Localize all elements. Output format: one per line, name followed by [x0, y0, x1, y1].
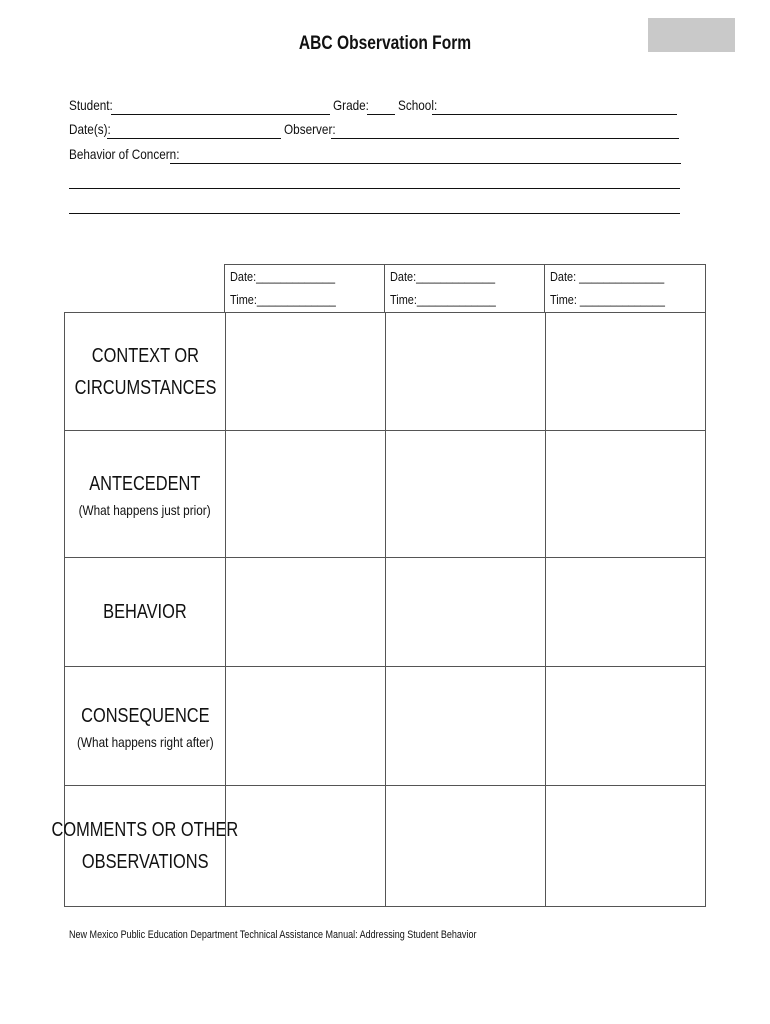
behavior-of-concern-field[interactable] — [170, 163, 681, 164]
behavior-extra-line-1[interactable] — [69, 188, 680, 189]
row-label — [65, 667, 225, 785]
table-row-consequence — [64, 667, 706, 786]
row-title: CONTEXT OR — [91, 344, 199, 367]
school-field[interactable] — [432, 114, 677, 115]
student-field[interactable] — [111, 114, 330, 115]
column-header-1[interactable] — [224, 264, 385, 313]
row-subtitle: (What happens just prior) — [78, 501, 212, 518]
observation-cell[interactable] — [225, 667, 386, 785]
observation-cell[interactable] — [225, 558, 386, 666]
row-label — [51, 786, 239, 906]
row-title: ANTECEDENT — [89, 472, 201, 495]
table-row-behavior — [64, 558, 706, 667]
observation-cell[interactable] — [385, 786, 546, 906]
observation-cell[interactable] — [545, 667, 705, 785]
dates-label: Date(s): — [69, 121, 111, 137]
behavior-of-concern-label: Behavior of Concern: — [69, 146, 180, 162]
behavior-row — [69, 146, 681, 166]
observation-cell[interactable] — [225, 786, 386, 906]
row-title-line2: CIRCUMSTANCES — [74, 376, 216, 399]
behavior-extra-line-2[interactable] — [69, 213, 680, 214]
observation-cell[interactable] — [385, 313, 546, 430]
column-3-time: Time: ______________ — [550, 292, 665, 307]
observation-cell[interactable] — [545, 430, 705, 557]
row-label — [65, 558, 225, 666]
column-header-3[interactable] — [544, 264, 706, 313]
observer-field[interactable] — [331, 138, 679, 139]
observation-cell[interactable] — [545, 558, 705, 666]
observation-cell[interactable] — [545, 313, 705, 430]
table-row-context — [64, 312, 706, 431]
column-3-date: Date: ______________ — [550, 269, 665, 284]
row-title: BEHAVIOR — [103, 601, 187, 623]
row-label — [65, 313, 225, 430]
footer-citation: New Mexico Public Education Department Technical Assistance Manual: Addressing Student Behavior — [69, 929, 477, 941]
row-subtitle: (What happens right after) — [76, 734, 214, 750]
column-2-date: Date:_____________ — [390, 269, 496, 284]
page-title: ABC Observation Form — [298, 33, 472, 54]
column-1-time: Time:_____________ — [230, 292, 336, 307]
column-1-date: Date:_____________ — [230, 269, 336, 284]
student-label: Student: — [69, 97, 113, 113]
observation-cell[interactable] — [225, 430, 386, 557]
table-row-comments — [51, 786, 706, 907]
grade-label: Grade: — [333, 97, 369, 113]
student-row — [69, 97, 681, 117]
column-header-2[interactable] — [384, 264, 545, 313]
dates-field[interactable] — [107, 138, 281, 139]
observation-cell[interactable] — [545, 786, 705, 906]
school-label: School: — [398, 97, 438, 113]
table-row-antecedent — [64, 430, 706, 558]
row-title: COMMENTS OR OTHER — [51, 819, 239, 841]
column-2-time: Time:_____________ — [390, 292, 496, 307]
dates-row — [69, 121, 681, 141]
observation-table — [51, 264, 706, 907]
row-title: CONSEQUENCE — [80, 705, 210, 727]
observation-cell[interactable] — [385, 430, 546, 557]
observation-cell[interactable] — [385, 558, 546, 666]
row-title-line2: OBSERVATIONS — [81, 851, 209, 873]
row-label — [65, 430, 225, 557]
observation-cell[interactable] — [385, 667, 546, 785]
grade-field[interactable] — [367, 114, 395, 115]
observation-cell[interactable] — [225, 313, 386, 430]
observer-label: Observer: — [284, 121, 336, 137]
